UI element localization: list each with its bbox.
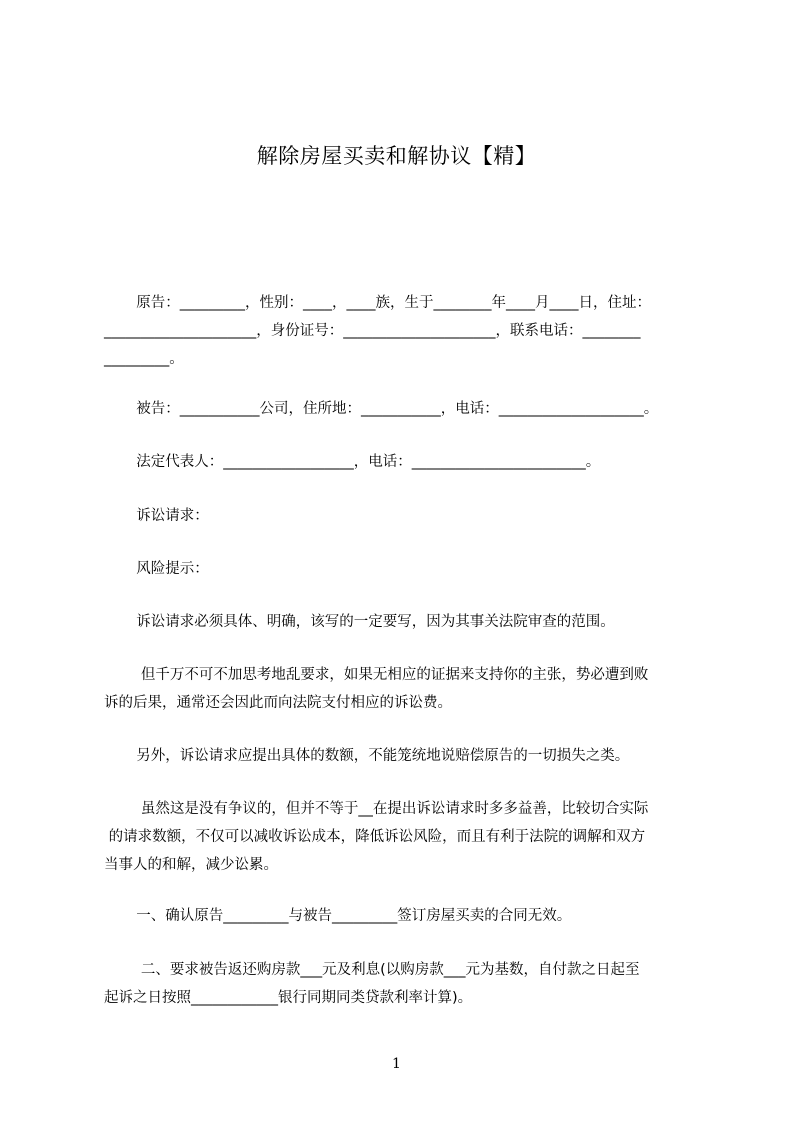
litigation-request-heading: 诉讼请求：	[104, 508, 209, 524]
risk-paragraph-3: 另外，诉讼请求应提出具体的数额，不能笼统地说赔偿原告的一切损失之类。	[104, 748, 630, 764]
risk-paragraph-1: 诉讼请求必须具体、明确，该写的一定要写，因为其事关法院审查的范围。	[104, 614, 615, 630]
risk-paragraph-4: 虽然这是没有争议的，但并不等于__在提出诉讼请求时多多益善，比较切合实际 的请求数额，不仅可以减收诉讼成本，降低诉讼风险，而且有利于法院的调解和双方 当事人的和解，减少讼累。	[104, 801, 649, 873]
defendant-info-paragraph: 被告：___________公司，住所地：___________，电话：____________________。	[104, 401, 659, 417]
risk-paragraph-2: 但千万不可不加思考地乱要求，如果无相应的证据来支持你的主张，势必遭到败 诉的后果，通常还会因此而向法院支付相应的诉讼费。	[104, 667, 649, 711]
request-item-1: 一、确认原告_________与被告_________签订房屋买卖的合同无效。	[104, 908, 572, 924]
request-item-2: 二、要求被告返还购房款___元及利息(以购房款___元为基数，自付款之日起至 起诉之日按照____________银行同期同类贷款利率计算)。	[104, 962, 640, 1006]
page-number: 1	[392, 1056, 401, 1072]
plaintiff-info-paragraph: 原告：_________，性别：____，____族，生于________年____月____日，住址： _____________________，身份证号：_____________________，联系电话：________ _________。	[104, 295, 652, 367]
legal-representative-paragraph: 法定代表人：__________________，电话：________________________。	[104, 454, 601, 470]
document-title: 解除房屋买卖和解协议【精】	[256, 144, 537, 168]
risk-warning-heading: 风险提示：	[104, 561, 209, 577]
